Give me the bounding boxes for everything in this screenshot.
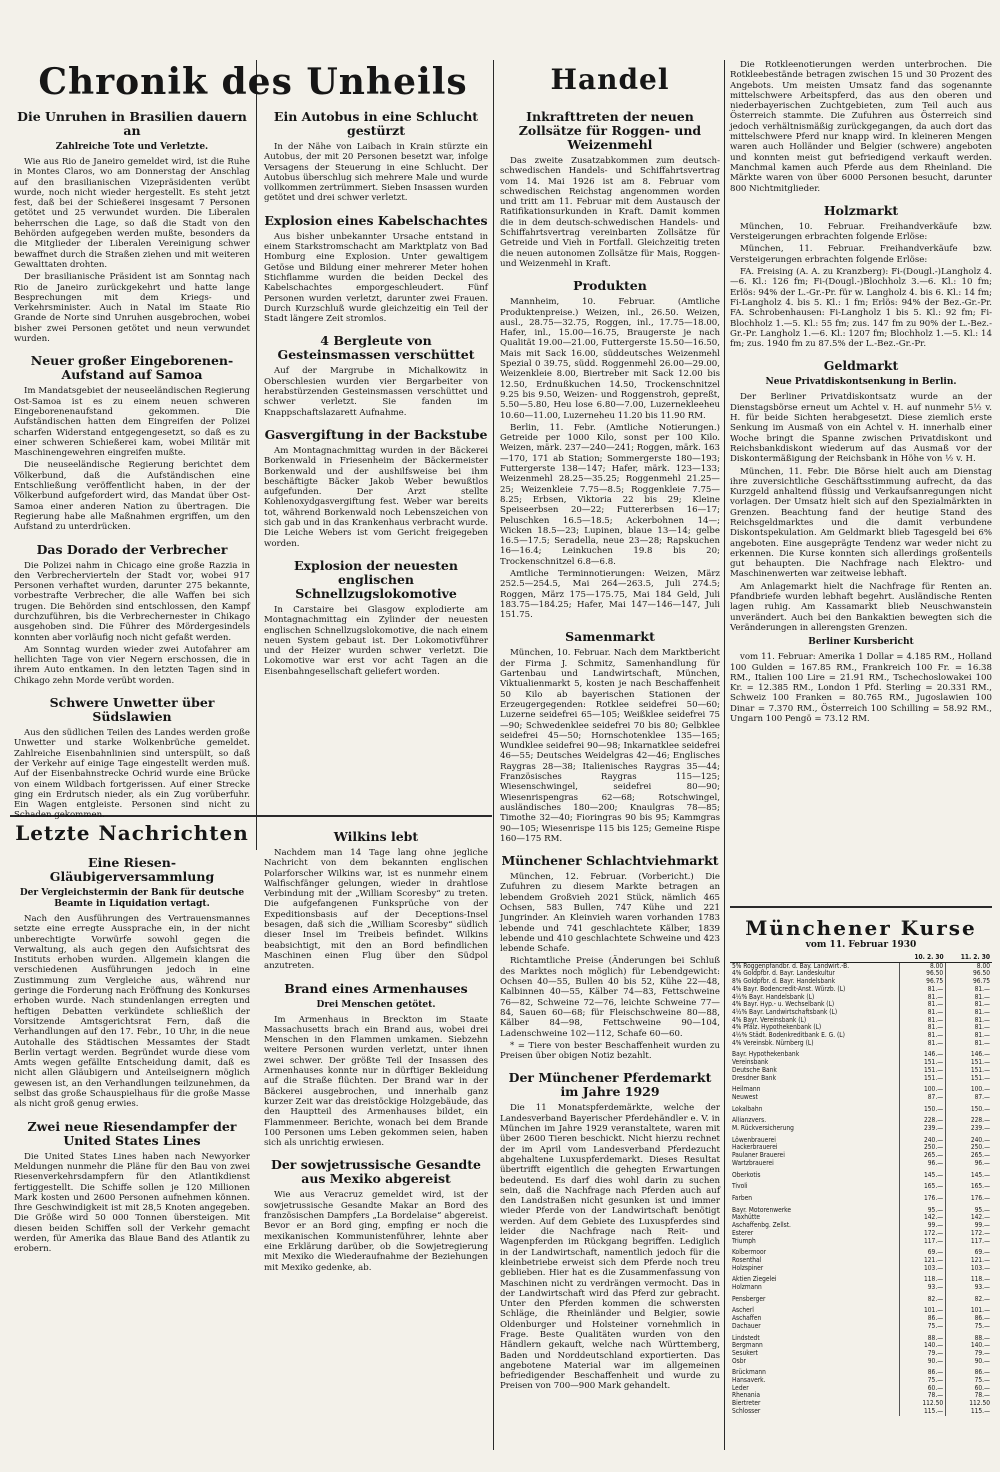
kurse-cell-value: 75.— xyxy=(946,1323,992,1331)
article-title: Gasvergiftung in der Backstube xyxy=(264,426,488,442)
kurse-row xyxy=(730,1160,992,1168)
kurse-cell-name: 4% Bayr. Vereinsbank (L) xyxy=(732,1015,807,1024)
handel-column xyxy=(500,60,720,1460)
kurse-cell-value: 81.— xyxy=(946,986,992,994)
kurse-cell-name: Rhenania xyxy=(732,1391,760,1400)
kurse-cell-value: 145.— xyxy=(946,1172,992,1180)
article-paragraph: Der Berliner Privatdiskontsatz wurde an der Dienstagsbörse erneut um Achtel v. H. auf nunmehr 5½ v. H. für beide Sichten herabgesetzt. Diese ziemlich erste Senkung im Ausmaß von ein Achtel v. H. innerhalb einer Woche bringt die Spanne zwischen Privatdiskont und Reichsbankdiskont wiederum auf das Ausmaß vor der Diskontermäßigung der Reichsbank in Höhe von ½ v. H. xyxy=(730,392,992,465)
article-paragraph: Am Montagnachmittag wurden in der Bäckerei Borkenwald in Friesenheim der Bäckermeister Borkenwald und der aushilfsweise bei ihm beschäftigte Bäcker Jakob Weber bewußtlos aufgefunden. Der Arzt stellte Kohlenoxydgasvergiftung fest. Weber war bereits tot, während Borkenwald noch Lebenszeichen von sich gab und in das Krankenhaus verbracht wurde. Die Leiche Webers ist vom Gericht freigegeben worden. xyxy=(264,445,488,549)
kurse-cell-name: 4% Bayr. Hyp.- u. Wechselbank (L) xyxy=(732,1000,835,1009)
kurse-cell-name: 4% Vereinsbk. Nürnberg (L) xyxy=(732,1038,814,1047)
kurse-cell-name: Leder xyxy=(732,1383,749,1392)
article-paragraph: Im Mandatsgebiet der neuseeländischen Regierung Ost-Samoa ist es zu einem neuen schweren Eingeborenenaufstand gekommen. Die Aufständischen hatten dem Eingreifen der Polizei scharfen Widerstand entgegengesetzt, so daß es zu einer schweren Schießerei kam, wobei Militär mit Maschinengewehren eingreifen mußte. xyxy=(14,386,250,459)
kurse-cell-value: 90.— xyxy=(946,1358,992,1366)
kurse-cell-name: Lindstedt xyxy=(732,1333,760,1342)
kurse-row xyxy=(730,1392,992,1400)
kurse-cell-name: Holzmann xyxy=(732,1283,762,1292)
kurse-cell-name: Oberkotis xyxy=(732,1170,761,1179)
kurse-cell-value: 93.— xyxy=(899,1284,945,1292)
kurse-cell-name: 4½% Bayr. Landwirtschaftsbank (L) xyxy=(732,1007,838,1016)
article-paragraph: * = Tiere von bester Beschaffenheit wurden zu Preisen über obigen Notiz bezahlt. xyxy=(500,1040,720,1062)
kurse-cell-value: 95.— xyxy=(946,1207,992,1215)
article-paragraph: München, 12. Februar. (Vorbericht.) Die Zufuhren zu diesem Markte betragen an lebendem Großvieh 2021 Stück, nämlich 465 Ochsen, 583 Bullen, 747 Kühe und 221 Jungrinder. An Kleinvieh waren vorhanden 1783 lebende und 741 geschlachtete Kälber, 1839 lebende und 410 geschlachtete Schweine und 423 lebende Schafe. xyxy=(500,872,720,955)
kurse-cell-value: 121.— xyxy=(946,1257,992,1265)
kurse-cell-value: 151.— xyxy=(899,1059,945,1067)
kurse-row xyxy=(730,1385,992,1393)
kurse-cell-name: 4½% Bayr. Handelsbank (L) xyxy=(732,992,815,1001)
kurse-cell-value: 81.— xyxy=(899,1001,945,1009)
kurse-cell-value: 86.— xyxy=(946,1315,992,1323)
kurse-cell-value: 75.— xyxy=(899,1377,945,1385)
article-title: Zwei neue Riesendampfer der United States Lines xyxy=(27,1118,237,1148)
kurse-cell-value: 96.— xyxy=(899,1160,945,1168)
kurse-row xyxy=(730,1408,992,1416)
kurse-cell-name: Kolbermoor xyxy=(732,1248,767,1257)
kurse-cell-value: 69.— xyxy=(946,1249,992,1257)
article-paragraph: Amtliche Terminnotierungen: Weizen, März 252.5—254.5, Mai 264—263.5, Juli 274.5; Roggen, März 175—175.75, Mai 184 Geld, Juli 183.75—184.25; Hafer, Mai 147—146—147, Juli 151.75. xyxy=(500,568,720,621)
chronik-column-1 xyxy=(14,100,250,821)
kurse-cell-name: Maxhütte xyxy=(732,1213,761,1222)
article-paragraph: Auf der Margrube in Michalkowitz in Oberschlesien wurden vier Bergarbeiter von herabstürzenden Gesteinsmassen verschüttet und schwer verletzt. Sie fanden im Knappschaftslazarett Aufnahme. xyxy=(264,366,488,418)
kurse-cell-value: 69.— xyxy=(899,1249,945,1257)
kurse-cell-name: Schlosser xyxy=(732,1406,761,1415)
kurse-cell-value: 81.— xyxy=(899,1009,945,1017)
kurse-cell-value: 172.— xyxy=(946,1230,992,1238)
kurse-cell-name: 4% Pfälz. Hypothekenbank (L) xyxy=(732,1023,822,1032)
kurse-cell-value: 151.— xyxy=(899,1067,945,1075)
letzte-column-1 xyxy=(14,820,250,1460)
kurse-row xyxy=(730,1086,992,1094)
kurse-cell-name: Pensberger xyxy=(732,1294,766,1303)
article-paragraph: Die neuseeländische Regierung berichtet dem Völkerbund, daß die Aufständischen eine Entschließung veröffentlicht haben, in der der Völkerbund aufgefordert wird, das Mandat über Ost-Samoa einer anderen Nation zu übertragen. Die Regierung habe alle Maßnahmen ergriffen, um den Aufstand zu unterdrücken. xyxy=(14,460,250,533)
article-paragraph: Der brasilianische Präsident ist am Sonntag nach Rio de Janeiro zurückgekehrt und hatte lange Besprechungen mit dem Kriegs- und Verkehrsminister. Auch in Natal im Staate Rio Grande de Norte sind Unruhen ausgebrochen, wobei bisher zwei Personen getötet und neun verwundet wurden. xyxy=(14,272,250,345)
kurse-cell-value: 145.— xyxy=(899,1172,945,1180)
kurse-cell-name: Neuwest xyxy=(732,1092,758,1101)
kurse-cell-value: 121.— xyxy=(899,1257,945,1265)
kurse-cell-name: 5% Roggenpfandbr. d. Bay. Landwirt.-B. xyxy=(732,961,850,970)
kurse-cell-name: Bergmann xyxy=(732,1341,763,1350)
kurse-cell-value: 95.— xyxy=(899,1207,945,1215)
kurse-cell-value: 78.— xyxy=(899,1392,945,1400)
kurse-cell-value: 118.— xyxy=(946,1276,992,1284)
kurse-cell-value: 239.— xyxy=(946,1125,992,1133)
kurse-cell-value: 100.— xyxy=(946,1086,992,1094)
right-column-top xyxy=(730,60,992,900)
kurse-row xyxy=(730,1315,992,1323)
kurse-row xyxy=(730,1051,992,1059)
article-subtitle: Der Vergleichstermin der Bank für deutsche Beamte in Liquidation vertagt. xyxy=(19,888,245,909)
kurse-row xyxy=(730,1094,992,1102)
letzte-column-2 xyxy=(264,820,488,1460)
article-title: 4 Bergleute von Gesteinsmassen verschüttet xyxy=(277,333,475,363)
kurse-cell-value: 115.— xyxy=(899,1408,945,1416)
article-title: Ein Autobus in eine Schlucht gestürzt xyxy=(273,109,479,138)
article-paragraph: Wie aus Rio de Janeiro gemeldet wird, ist die Ruhe in Montes Claros, wo am Donnerstag der Anschlag auf den brasilianischen Vizepräsidenten verübt wurde, noch nicht wieder hergestellt. Es steht jetzt fest, daß bei der Schießerei insgesamt 7 Personen getötet und 25 verwundet wurden. Die Liberalen beherrschen die Lage, so daß die Stadt von den Behörden aufgegeben werden mußte, besonders da die Mitglieder der Liberalen Vereinigung schwer bewaffnet durch die Straßen ziehen und mit weiteren Gewalttaten drohten. xyxy=(14,157,250,270)
kurse-cell-value: 81.— xyxy=(899,994,945,1002)
chronik-column-2 xyxy=(264,100,488,812)
kurse-cell-value: 75.— xyxy=(946,1377,992,1385)
kurse-cell-name: Rosenthal xyxy=(732,1255,762,1264)
kurse-row xyxy=(730,1276,992,1284)
article-title: Eine Riesen-Gläubigerversammlung xyxy=(49,855,215,884)
kurse-row xyxy=(730,1265,992,1273)
kurse-cell-value: 165.— xyxy=(899,1183,945,1191)
kurse-cell-value: 228.— xyxy=(946,1117,992,1125)
kurse-row xyxy=(730,1400,992,1408)
kurse-cell-name: Farben xyxy=(732,1193,753,1202)
kurse-cell-value: 81.— xyxy=(946,1017,992,1025)
article-title: Holzmarkt xyxy=(823,202,899,218)
kurse-cell-value: 150.— xyxy=(946,1106,992,1114)
article-paragraph: Nach den Ausführungen des Vertrauensmannes setzte eine erregte Aussprache ein, in der nicht unberechtigte Vorwürfe sowohl gegen die Verwaltung, als auch gegen den Aufsichtsrat des Instituts erhoben wurden. Allgemein klangen die verschiedenen Ausführungen jedoch in eine Zustimmung zum Vergleiche aus, während nur geringe die Forderung nach Eröffnung des Konkurses erhoben wurde. Nach stundenlangen erregten und heftigen Debatten verkündete schließlich der Vorsitzende Amtsgerichtsrat Fern, daß die Verhandlungen auf den 17. Febr., 10 Uhr, in die neue Autohalle des Städtischen Messamtes der Stadt Berlin vertagt werden. Begründet wurde diese vom Amts wegen gefällte Entscheidung damit, daß es nicht allen Gläubigern und Anteilseignern möglich gewesen ist, an den Verhandlungen teilzunehmen, da selbst das große Schauspielhaus für die große Masse als nicht groß genug erwies. xyxy=(14,914,250,1110)
article-paragraph: Am Sonntag wurden wieder zwei Autofahrer am hellichten Tage von vier Negern erschossen, die in ihrem Auto entkamen. In den letzten Tagen sind in Chikago zehn Morde verübt worden. xyxy=(14,644,250,686)
kurse-cell-value: 117.— xyxy=(899,1238,945,1246)
article-subtitle: Berliner Kursbericht xyxy=(808,637,914,648)
kurse-cell-value: 112.50 xyxy=(899,1400,945,1408)
kurse-header-name xyxy=(730,954,899,962)
article-paragraph: München, 11. Februar. Freihandverkäufe bzw. Versteigerungen erbrachten folgende Erlöse: xyxy=(730,244,992,265)
kurse-cell-value: 86.— xyxy=(946,1369,992,1377)
article-paragraph: Mannheim, 10. Februar. (Amtliche Produktenpreise.) Weizen, inl., 26.50. Weizen, ausl., 28.75—32.75, Roggen, inl., 17.75—18.00, Hafer, inl., 15.00—16.75, Braugerste je nach Qualität 19.00—21.00, Futtergerste 15.50—16.50, Mais mit Sack 16.00, süddeutsches Weizenmehl Spezial 0 39.75, südd. Roggenmehl 26.00—29.00, Weizenkleie 8.00, Biertreber mit Sack 12.00 bis 12.50, Erdnußkuchen 14.50, Trockenschnitzel 9.25 bis 9.50, Weizen- und Roggenstroh, gepreßt, 5.50—5.80, Heu lose 6.80—7.00, Luzernekleeheu 10.60—11.00, Luzerneheu 11.20 bis 11.90 RM. xyxy=(500,297,720,421)
kurse-cell-name: Brückmann xyxy=(732,1368,766,1377)
kurse-cell-name: Aschaffenbg. Zellst. xyxy=(732,1221,791,1230)
kurse-cell-value: 8.00 xyxy=(899,962,945,970)
kurse-cell-name: Bayr. Motorenwerke xyxy=(732,1205,792,1214)
kurse-cell-value: 118.— xyxy=(899,1276,945,1284)
kurse-cell-name: Deutsche Bank xyxy=(732,1065,777,1074)
kurse-cell-value: 81.— xyxy=(946,1001,992,1009)
kurse-row xyxy=(730,1207,992,1215)
kurse-row xyxy=(730,1230,992,1238)
article-title: Schwere Unwetter über Südslawien xyxy=(49,695,215,725)
kurse-cell-value: 82.— xyxy=(946,1296,992,1304)
kurse-row xyxy=(730,1125,992,1133)
article-paragraph: Das zweite Zusatzabkommen zum deutsch-schwedischen Handels- und Schiffahrtsvertrag vom 14. Mai 1926 ist am 8. Februar vom schwedischen Reichstag angenommen worden und tritt am 11. Februar mit dem Austausch der Ratifikationsurkunden in Kraft. Damit kommen die in dem deutsch-schwedischen Handels- und Schiffahrtsvertrag vereinbarten Zollsätze für Getreide und Vieh in Fortfall. Gleichzeitig treten die neuen autonomen Zollsätze für Mais, Roggen- und Weizenmehl in Kraft. xyxy=(500,156,720,269)
kurse-cell-value: 151.— xyxy=(946,1075,992,1083)
article-title: Münchener Schlachtviehmarkt xyxy=(501,853,719,869)
kurse-cell-value: 82.— xyxy=(899,1296,945,1304)
chronik-masthead: Chronik des Unheils xyxy=(38,61,468,103)
kurse-header-row xyxy=(730,954,992,962)
kurse-cell-name: Tivoli xyxy=(732,1182,748,1191)
kurse-cell-name: Paulaner Brauerei xyxy=(732,1151,785,1160)
kurse-cell-value: 81.— xyxy=(899,1024,945,1032)
kurse-cell-name: Vereinsbank xyxy=(732,1058,769,1067)
kurse-row xyxy=(730,1350,992,1358)
kurse-row xyxy=(730,1040,992,1048)
kurse-cell-value: 81.— xyxy=(946,1024,992,1032)
kurse-cell-value: 81.— xyxy=(946,1040,992,1048)
article-paragraph: München, 11. Febr. Die Börse hielt auch am Dienstag ihre zuversichtliche Geschäftsstimmung aufrecht, da das Kurzgeld anhaltend flüssig und Verkaufsanregungen nicht vorlagen. Der Umsatz hielt sich auf den Spezialmärkten in Grenzen. Beachtung fand der heutige Stand des Reichsgeldmarktes und die damit verbundene Diskontspekulation. Am Geldmarkt blieb Tagesgeld bei 6% angeboten. Eine ausgeprägte Tendenz war weder nicht zu erkennen. Die Kurse konnten sich allerdings großenteils gut behaupten. Die Nachfrage nach Elektro- und Maschinenwerten war zeitweise lebhaft. xyxy=(730,466,992,580)
column-divider xyxy=(493,60,494,1450)
kurse-cell-value: 250.— xyxy=(899,1144,945,1152)
kurse-cell-value: 142.— xyxy=(946,1214,992,1222)
kurse-cell-value: 87.— xyxy=(946,1094,992,1102)
kurse-row xyxy=(730,1249,992,1257)
kurse-cell-value: 112.50 xyxy=(946,1400,992,1408)
article-paragraph: vom 11. Februar: Amerika 1 Dollar = 4.185 RM., Holland 100 Gulden = 167.85 RM., Frankreich 100 Fr. = 16.38 RM., Italien 100 Lire = 21.91 RM., Tschechoslowakei 100 Kr. = 12.385 RM., London 1 Pfd. Sterling = 20.331 RM., Schweiz 100 Franken = 80.765 RM., Jugoslawien 100 Dinar = 7.370 RM., Österreich 100 Schilling = 58.92 RM., Ungarn 100 Pengö = 73.12 RM. xyxy=(730,652,992,725)
kurse-cell-value: 81.— xyxy=(899,1040,945,1048)
kurse-row xyxy=(730,1284,992,1292)
article-title: Die Unruhen in Brasilien dauern an xyxy=(17,109,247,138)
kurse-cell-value: 60.— xyxy=(946,1385,992,1393)
kurse-header-col2: 11. 2. 30 xyxy=(946,954,992,962)
section-divider xyxy=(730,906,992,908)
kurse-body xyxy=(730,962,992,1415)
article-paragraph: In Carstaire bei Glasgow explodierte am Montagnachmittag ein Zylinder der neuesten englischen Schnellzugslokomotive, die nach einem neuen System gebaut ist. Der Lokomotivführer und der Heizer wurden schwer verletzt. Die Lokomotive war erst vor acht Tagen an die Eisenbahngesellschaft geliefert worden. xyxy=(264,604,488,677)
kurse-cell-name: Ascherl xyxy=(732,1306,754,1315)
kurse-cell-value: 265.— xyxy=(946,1152,992,1160)
kurse-cell-value: 140.— xyxy=(946,1342,992,1350)
article-paragraph: Berlin, 11. Febr. (Amtliche Notierungen.) Getreide per 1000 Kilo, sonst per 100 Kilo. Weizen, märk. 237—240—241; Roggen, märk. 163—170, 171 ab Station; Sommergerste 180—193; Futtergerste 138—147; Hafer, märk. 123—133; Weizenmehl 28.25—35.25; Roggenmehl 21.25—25; Weizenkleie 7.75—8.5; Roggenkleie 7.75—8.25; Erbsen, Viktoria 22 bis 29; Kleine Speiseerbsen 20—22; Futtererbsen 16—17; Peluschken 16.5—18.5; Ackerbohnen 14—; Wicken 18.5—23; Lupinen, blaue 13—14; gelbe 16.5—17.5; Seradella, neue 23—28; Rapskuchen 16—16.4; Leinkuchen 19.8 bis 20; Trockenschnitzel 6.8—6.8. xyxy=(500,422,720,567)
kurse-cell-name: Sesukert xyxy=(732,1348,758,1357)
kurse-cell-value: 81.— xyxy=(946,994,992,1002)
kurse-cell-value: 172.— xyxy=(899,1230,945,1238)
kurse-cell-value: 78.— xyxy=(946,1392,992,1400)
kurse-row xyxy=(730,1377,992,1385)
kurse-cell-name: Esterer xyxy=(732,1228,754,1237)
kurse-cell-name: Osbr xyxy=(732,1356,746,1365)
kurse-cell-name: 8% Goldpfbr. d. Bayr. Handelsbank xyxy=(732,977,836,986)
kurse-cell-value: 81.— xyxy=(899,986,945,994)
article-paragraph: In der Nähe von Laibach in Krain stürzte ein Autobus, der mit 20 Personen besetzt war, infolge Versagens der Steuerung in eine Schlucht. Der Autobus überschlug sich mehrere Male und wurde vollkommen zertrümmert. Sieben Insassen wurden getötet und drei schwer verletzt. xyxy=(264,142,488,204)
kurse-cell-value: 117.— xyxy=(946,1238,992,1246)
letzte-masthead: Letzte Nachrichten xyxy=(15,821,249,845)
article-title: Wilkins lebt xyxy=(333,829,419,844)
kurse-cell-value: 146.— xyxy=(946,1051,992,1059)
kurse-row xyxy=(730,1323,992,1331)
kurse-cell-value: 239.— xyxy=(899,1125,945,1133)
kurse-cell-value: 86.— xyxy=(899,1315,945,1323)
article-paragraph: Im Armenhaus in Breckton im Staate Massachusetts brach ein Brand aus, wobei drei Menschen in den Flammen umkamen. Siebzehn weitere Personen wurden verletzt, unter ihnen zwei schwer. Der größte Teil der Insassen des Armenhauses konnte nur in dürftiger Bekleidung auf die Straße flüchten. Der Brand war in der Bäckerei ausgebrochen, und innerhalb ganz kurzer Zeit war das dreistöckige Holzgebäude, das den Hauptteil des Armenhauses bildet, ein Flammenmeer. Berichte, wonach bei dem Brande 100 Personen ums Leben gekommen seien, haben sich als unrichtig erwiesen. xyxy=(264,1014,488,1149)
article-paragraph: Am Anlagemarkt hielt die Nachfrage für Renten an. Pfandbriefe wurden lebhaft begehrt. Ausländische Renten lagen ruhig. Am Kassamarkt blieb Neuschwanstein unverändert. Auch bei den Bankaktien bewegten sich die Veränderungen in allerengsten Grenzen. xyxy=(730,581,992,633)
kurse-cell-value: 79.— xyxy=(946,1350,992,1358)
article-paragraph: München, 10. Februar. Nach dem Marktbericht der Firma J. Schmitz, Samenhandlung für Gartenbau und Landwirtschaft, München, Viktualienmarkt 5, kosten je nach Beschaffenheit 50 Kilo ab bayerischen Stationen der Erzeugergegenden: Rotklee seidefrei 50—60; Luzerne seidefrei 65—105; Weißklee seidefrei 75—90; Schwedenklee seidefrei 70 bis 80; Gelbklee seidefrei 45—50; Hornschotenklee 135—165; Wundklee seidefrei 90—98; Inkarnatklee seidefrei 46—55; Deutsches Weidelgras 42—46; Englisches Raygras 28—38; Italienisches Raygras 35—44; Französisches Raygras 115—125; Wiesenschwingel, seidefrei 80—90; Wiesenrispengras 62—68; Rotschwingel, ausländisches 180—200; Knaulgras 78—85; Timothe 32—40; Fioringras 90 bis 95; Kammgras 90—105; Wiesenrispe 115 bis 125; Gemeine Rispe 160—175 RM. xyxy=(500,648,720,844)
kurse-cell-name: Aktien Ziegelei xyxy=(732,1275,777,1284)
kurse-cell-value: 142.— xyxy=(899,1214,945,1222)
kurse-cell-name: Hackerbrauerei xyxy=(732,1143,778,1152)
kurse-cell-name: Holzspiner xyxy=(732,1263,764,1272)
kurse-cell-value: 151.— xyxy=(946,1067,992,1075)
article-title: Explosion der neuesten englischen Schnellzugslokomotive xyxy=(294,557,458,601)
kurse-cell-value: 150.— xyxy=(899,1106,945,1114)
article-title: Geldmarkt xyxy=(823,358,899,374)
article-paragraph: München, 10. Februar. Freihandverkäufe bzw. Versteigerungen erbrachten folgende Erlöse: xyxy=(730,221,992,243)
kurse-cell-value: 79.— xyxy=(899,1350,945,1358)
kurse-row xyxy=(730,1075,992,1083)
kurse-cell-value: 146.— xyxy=(899,1051,945,1059)
handel-masthead: Handel xyxy=(550,63,670,96)
kurse-cell-name: Triumph xyxy=(732,1236,756,1245)
kurse-cell-name: Biertreter xyxy=(732,1399,761,1408)
article-title: Der Münchener Pferdemarkt im Jahre 1929 xyxy=(508,1070,712,1100)
kurse-cell-name: Löwenbrauerei xyxy=(732,1135,776,1144)
kurse-cell-name: Hansaverk. xyxy=(732,1376,766,1385)
kurse-cell-value: 240.— xyxy=(946,1137,992,1145)
article-title: Samenmarkt xyxy=(565,629,655,645)
kurse-cell-value: 101.— xyxy=(899,1307,945,1315)
kurse-cell-value: 165.— xyxy=(946,1183,992,1191)
article-subtitle: Neue Privatdiskontsenkung in Berlin. xyxy=(765,377,957,388)
kurse-cell-value: 176.— xyxy=(946,1195,992,1203)
kurse-cell-value: 96.75 xyxy=(899,978,945,986)
kurse-cell-value: 81.— xyxy=(899,1017,945,1025)
article-paragraph: Aus bisher unbekannter Ursache entstand in einem Starkstromschacht am Marktplatz von Bad Homburg eine Explosion. Unter gewaltigem Getöse und Bildung einer mehrerer Meter hohen Stichflamme wurden die beiden Deckel des Kabelschachtes emporgeschleudert. Fünf Personen wurden verletzt, darunter zwei Frauen. Durch Kurzschluß wurde gleichzeitig ein Teil der Stadt längere Zeit stromlos. xyxy=(264,231,488,325)
article-title: Der sowjetrussische Gesandte aus Mexiko abgereist xyxy=(271,1157,481,1187)
kurse-cell-name: Aschaffen xyxy=(732,1314,762,1323)
kurse-cell-value: 99.— xyxy=(946,1222,992,1230)
kurse-cell-value: 101.— xyxy=(946,1307,992,1315)
article-paragraph: Nachdem man 14 Tage lang ohne jegliche Nachricht von dem bekannten englischen Polarforscher Wilkins war, ist es nunmehr einem Walfischfänger gelungen, wieder in drahtlose Verbindung mit der „William Scoresby“ zu treten. Die aufgefangenen Funksprüche von der Expeditionsbasis auf der Deceptions-Insel besagen, daß sich die „William Scoresby“ südlich dieser Insel im Treibeis befindet. Wilkins beabsichtigt, mit den an Bord befindlichen Maschinen einen Flug über den Südpol anzutreten. xyxy=(264,848,488,972)
article-paragraph: Die United States Lines haben nach Newyorker Meldungen nunmehr die Pläne für den Bau von zwei Riesenverkehrsdampfern für den Atlantikdienst fertiggestellt. Die Schiffe sollen je 120 Millionen Mark kosten und 2600 Personen aufnehmen können. Ihre Geschwindigkeit ist mit 28,5 Knoten angegeben. Die Größe wird 50 000 Tonnen übersteigen. Mit diesen beiden Schiffen soll der Verkehr gemacht werden, für Amerika das Blaue Band des Atlantik zu erobern. xyxy=(14,1151,250,1255)
kurse-row xyxy=(730,1296,992,1304)
article-paragraph: Richtamtliche Preise (Änderungen bei Schluß des Marktes noch möglich) für Lebendgewicht: Ochsen 40—55, Bullen 40 bis 52, Kühe 22—48, Kalbinnen 40—55, Kälber 74—83, Fettschweine 76—82, Schweine 72—76, leichte Schweine 77—84, Sauen 60—68; für Fleischschweine 80—88, Kälber 84—98, Fettschweine 90—104, Ladenschweine 102—112, Schafe 60—60. xyxy=(500,956,720,1039)
kurse-row xyxy=(730,1369,992,1377)
article-paragraph: FA. Freising (A. A. zu Kranzberg): Fi-(Dougl.-)Langholz 4.—6. Kl.: 126 fm; Fi-(Dougl.-)Blochholz 3.—6. Kl.: 10 fm; Erlös: 94% der L.-Gr.-Pr. für w. Langholz 4. bis 6. Kl.: 14 fm; Fi-Langholz 4. bis 5. Kl.: 1 fm; Erlös: 94% der Bez.-Gr.-Pr. FA. Schrobenhausen: Fi-Langholz 1 bis 5. Kl.: 92 fm; Fi-Blochholz 1.—5. Kl.: 55 fm; zus. 147 fm zu 90% der L.-Bez.-Gr.-Pr. Langholz 1.—6. Kl.: 1207 fm; Blochholz 1.—5. Kl.: 14 fm; zus. 1940 fm zu 87.5% der L.-Bez.-Gr.-Pr. xyxy=(730,267,992,350)
kurse-row xyxy=(730,1335,992,1343)
kurse-cell-value: 8.00 xyxy=(946,962,992,970)
kurse-row xyxy=(730,1172,992,1180)
kurse-cell-value: 86.— xyxy=(899,1369,945,1377)
article-title: Das Dorado der Verbrecher xyxy=(36,541,228,557)
kurse-cell-value: 90.— xyxy=(899,1358,945,1366)
kurse-cell-name: Dresdner Bank xyxy=(732,1073,777,1082)
kurse-cell-value: 100.— xyxy=(899,1086,945,1094)
kurse-header-col1: 10. 2. 30 xyxy=(899,954,945,962)
kurse-cell-name: Bayr. Hypothekenbank xyxy=(732,1050,800,1059)
kurse-cell-value: 140.— xyxy=(899,1342,945,1350)
kurse-cell-value: 96.— xyxy=(946,1160,992,1168)
kurse-cell-value: 96.50 xyxy=(946,970,992,978)
kurse-cell-value: 87.— xyxy=(899,1094,945,1102)
kurse-title: Münchener Kurse xyxy=(745,916,977,940)
kurse-cell-value: 103.— xyxy=(899,1265,945,1273)
article-paragraph: Die Rotkleenotierungen werden unterbrochen. Die Rotkleebestände betragen zwischen 15 und 30 Prozent des Angebots. Um meisten Umsatz fand das sogenannte mittelschwere Arbeitspferd, das aus den oberen und niederbayerischen Zuchtgebieten, zum Teil auch aus Österreich stammte. Die Zufuhren aus Österreich sind jedoch verhältnismäßig zurückgegangen, da auch dort das mittelschwere Pferd nur knapp wird. In kleineren Mengen waren auch Holländer und Belgier (schwere) angeboten und konnten meist gut befriedigend verkauft werden. Manchmal kamen auch Pferde aus dem Rheinland. Die Märkte waren von über 6000 Personen besucht, darunter 800 Nichtmitglieder. xyxy=(730,60,992,194)
article-subtitle: Zahlreiche Tote und Verletzte. xyxy=(55,142,209,152)
kurse-cell-name: Wartzbrauerei xyxy=(732,1158,774,1167)
kurse-cell-value: 250.— xyxy=(946,1144,992,1152)
kurse-cell-value: 88.— xyxy=(899,1335,945,1343)
kurse-row xyxy=(730,1238,992,1246)
kurse-cell-value: 96.50 xyxy=(899,970,945,978)
kurse-cell-name: Allianzvers. xyxy=(732,1116,767,1125)
kurse-row xyxy=(730,1183,992,1191)
kurse-cell-value: 88.— xyxy=(946,1335,992,1343)
article-title: Produkten xyxy=(573,278,647,294)
article-paragraph: Wie aus Veracruz gemeldet wird, ist der sowjetrussische Gesandte Makar an Bord des französischen Dampfers „La Bordelaise“ abgereist. Bevor er an Bord ging, empfing er noch die mexikanischen Kommunistenführer, lehnte aber eine Erklärung darüber, ob die Sowjetregierung mit Mexiko die Wiederaufnahme der Beziehungen mit Mexiko gedenke, ab. xyxy=(264,1190,488,1273)
kurse-cell-value: 103.— xyxy=(946,1265,992,1273)
kurse-row xyxy=(730,1257,992,1265)
kurse-cell-name: 4% Goldpfbr. d. Bayr. Landeskultur xyxy=(732,969,835,978)
article-title: Brand eines Armenhauses xyxy=(284,980,468,996)
kurse-cell-value: 151.— xyxy=(946,1059,992,1067)
article-paragraph: Die Polizei nahm in Chicago eine große Razzia in den Verbrechervierteln der Stadt vor, wobei 917 Personen verhaftet wurden, darunter 275 bekannte, vorbestrafte Verbrecher, die alle Waffen bei sich trugen. Die Behörden sind entschlossen, den Kampf durchzuführen, bis die Verbrechernester in Chikago ausgehoben sind. Die Führer des Mördergesindels konnten aber vorläufig noch nicht gefaßt werden. xyxy=(14,560,250,643)
kurse-cell-value: 265.— xyxy=(899,1152,945,1160)
kurse-cell-name: Lokalbahn xyxy=(732,1104,763,1113)
kurse-row xyxy=(730,1358,992,1366)
kurse-cell-value: 151.— xyxy=(899,1075,945,1083)
kurse-row xyxy=(730,1222,992,1230)
kurse-cell-value: 81.— xyxy=(946,1009,992,1017)
kurse-cell-value: 93.— xyxy=(946,1284,992,1292)
kurse-cell-name: 4½% Städt. Bodenkreditbank E. G. (L) xyxy=(732,1031,845,1040)
kurse-table xyxy=(730,954,992,1416)
kurse-cell-value: 96.75 xyxy=(946,978,992,986)
kurse-row xyxy=(730,1195,992,1203)
kurse-row xyxy=(730,1342,992,1350)
article-title: Neuer großer Eingeborenen-Aufstand auf Samoa xyxy=(30,353,234,383)
kurse-date: vom 11. Februar 1930 xyxy=(805,940,917,950)
article-paragraph: Aus den südlichen Teilen des Landes werden große Unwetter und starke Wolkenbrüche gemeldet. Zahlreiche Eisenbahnlinien sind unterspült, so daß der Verkehr auf einige Tage eingestellt werden muß. Auf der Eisenbahnstrecke Ochrid wurde eine Brücke von einem Wildbach fortgerissen. Auf einer Strecke ging ein Erdrutsch nieder, als ein Zug vorüberfuhr. Ein Wagen entgleiste. Personen sind nicht zu Schaden gekommen. xyxy=(14,728,250,821)
kurse-cell-value: 228.— xyxy=(899,1117,945,1125)
kurse-cell-value: 81.— xyxy=(899,1032,945,1040)
kurse-cell-value: 81.— xyxy=(946,1032,992,1040)
article-title: Explosion eines Kabelschachtes xyxy=(264,212,488,228)
article-paragraph: Die 11 Monatspferdemärkte, welche der Landesverband Bayerischer Pferdehändler e. V. in München im Jahre 1929 veranstaltete, waren mit über 2600 Tieren beschickt. Nicht hierzu rechnet der im April vom Landesverband Pferdezucht abgehaltene Luxuspferdemarkt. Dieses Resultat übertrifft eigentlich die gehegten Erwartungen bedeutend. Es darf dies wohl darin zu suchen sein, daß die Nachfrage nach Pferden auch auf den Landstraßen nicht gesunken ist und immer wieder Pferde von der Landwirtschaft benötigt werden. Auf dem Gebiete des Luxuspferdes sind leider die Nachfrage nach Reit- und Wagenpferden im Rückgang begriffen. Lediglich in der Landwirtschaft, namentlich jedoch für die kleinbetriebe erweist sich dem Pferde noch treu geblieben. Hier hat es die Zusammenfassung von Maschinen nicht zu verdrängen vermocht. Das in der Landwirtschaft wird das Pferd zur gebracht. Unter den Pferden kommen die schwersten Schläge, die Rheinländer und Belgier, sowie Oldenburger und Holsteiner vornehmlich in Frage. Beste Qualitäten wurden von den Händlern gekauft, welche nach Württemberg, Baden und Norddeutschland exportierten. Das angebotene Material war im allgemeinen befriedigender Beschaffenheit und wurde zu Preisen von 700—900 Mark gehandelt. xyxy=(500,1103,720,1392)
kurse-cell-name: 4% Bayr. Bodencredit-Anst. Würzb. (L) xyxy=(732,984,846,993)
kurse-cell-value: 176.— xyxy=(899,1195,945,1203)
column-divider xyxy=(256,60,257,850)
kurse-cell-value: 99.— xyxy=(899,1222,945,1230)
kurse-row xyxy=(730,1106,992,1114)
kurse-cell-name: M. Rückversicherung xyxy=(732,1124,794,1133)
article-title: Inkrafttreten der neuen Zollsätze für Roggen- und Weizenmehl xyxy=(518,109,702,152)
kurse-cell-name: Heilmann xyxy=(732,1085,761,1094)
kurse-cell-value: 75.— xyxy=(899,1323,945,1331)
kurse-row xyxy=(730,1307,992,1315)
kurse-cell-value: 240.— xyxy=(899,1137,945,1145)
column-divider xyxy=(724,60,725,1450)
kurse-box xyxy=(730,910,992,1460)
article-subtitle: Drei Menschen getötet. xyxy=(316,999,436,1010)
kurse-cell-name: Dachauer xyxy=(732,1321,761,1330)
kurse-cell-value: 60.— xyxy=(899,1385,945,1393)
kurse-cell-value: 115.— xyxy=(946,1408,992,1416)
